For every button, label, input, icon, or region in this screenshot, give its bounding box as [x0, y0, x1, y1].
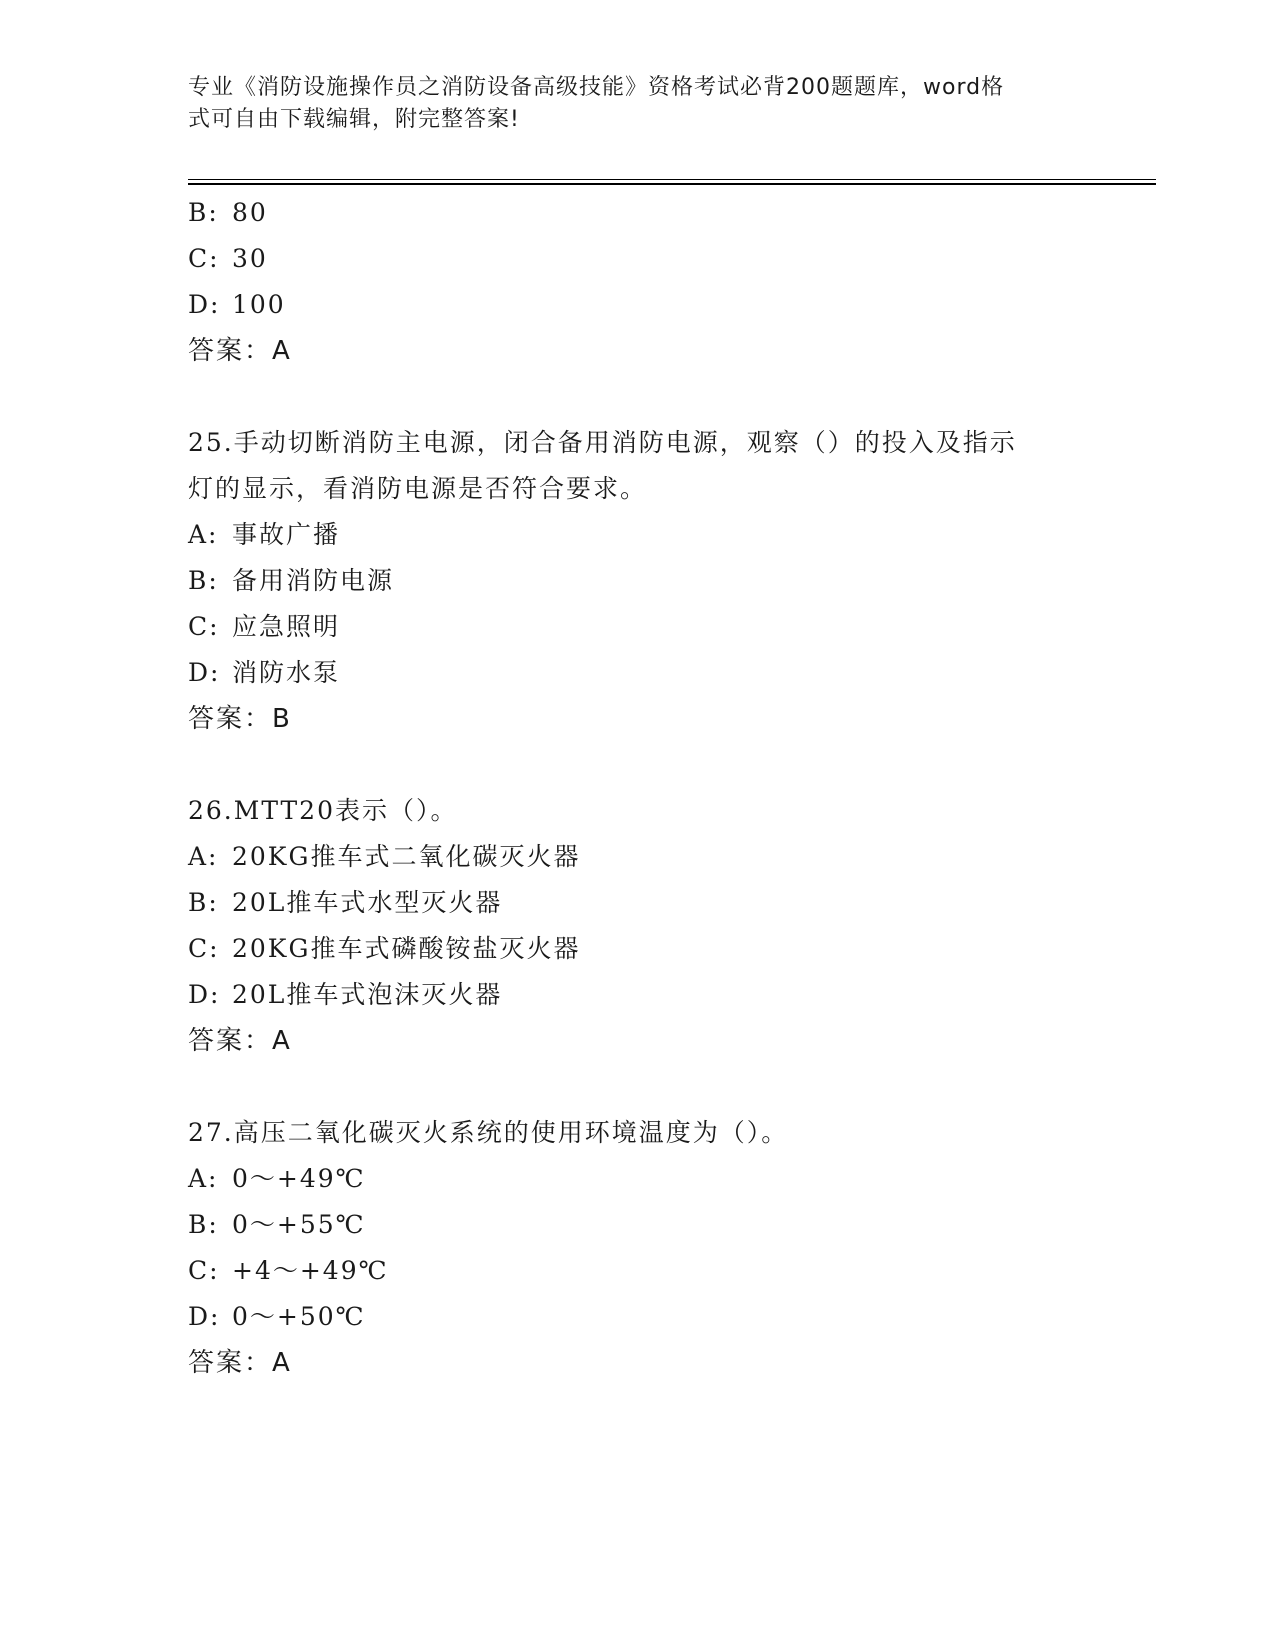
option-b: B: 0～+55℃	[188, 1210, 366, 1239]
question-stem-cont: 灯的显示，看消防电源是否符合要求。	[188, 474, 648, 503]
question-25	[188, 420, 1088, 742]
option-d: D: 消防水泵	[188, 658, 341, 687]
option-b: B: 备用消防电源	[188, 566, 395, 595]
question-24	[188, 190, 1088, 374]
question-26	[188, 788, 1088, 1064]
header-line-1: 专业《消防设施操作员之消防设备高级技能》资格考试必背200题题库，word格	[188, 75, 1005, 100]
option-a: A: 20KG推车式二氧化碳灭火器	[188, 842, 581, 871]
question-27	[188, 1110, 1088, 1386]
header-line-2: 式可自由下载编辑，附完整答案!	[188, 107, 520, 132]
answer: 答案：A	[188, 1026, 292, 1056]
question-stem: 27.高压二氧化碳灭火系统的使用环境温度为（）。	[188, 1118, 789, 1147]
option-b: B: 20L推车式水型灭火器	[188, 888, 503, 917]
option-b: B: 80	[188, 198, 268, 227]
answer: 答案：B	[188, 704, 292, 734]
option-d: D: 0～+50℃	[188, 1302, 366, 1331]
document-header	[188, 72, 1068, 136]
option-c: C: 应急照明	[188, 612, 341, 641]
answer: 答案：A	[188, 1348, 292, 1378]
question-list	[188, 190, 1088, 1386]
option-d: D: 20L推车式泡沫灭火器	[188, 980, 503, 1009]
option-c: C: 30	[188, 244, 268, 273]
header-rule-thin	[188, 179, 1156, 180]
option-c: C: 20KG推车式磷酸铵盐灭火器	[188, 934, 581, 963]
option-c: C: +4～+49℃	[188, 1256, 389, 1285]
option-d: D: 100	[188, 290, 286, 319]
answer: 答案：A	[188, 336, 292, 366]
question-stem: 26.MTT20表示（）。	[188, 796, 458, 825]
question-stem: 25.手动切断消防主电源，闭合备用消防电源，观察（）的投入及指示	[188, 428, 1017, 457]
option-a: A: 事故广播	[188, 520, 341, 549]
header-rule-thick	[188, 183, 1156, 185]
option-a: A: 0～+49℃	[188, 1164, 366, 1193]
